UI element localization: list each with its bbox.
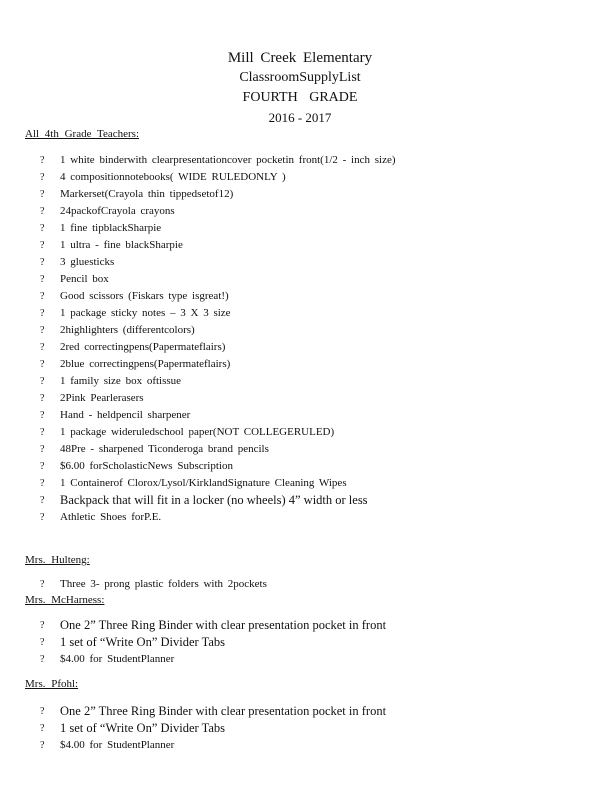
list-item-text: Hand - heldpencil sharpener (60, 409, 191, 421)
list-item (0, 509, 600, 526)
bullet-icon: ? (40, 257, 45, 268)
supply-list-pfohl (0, 703, 600, 754)
list-item-text: 48Pre - sharpened Ticonderoga brand pencils (60, 443, 269, 455)
list-item (0, 390, 600, 407)
list-item-text: 24packofCrayola crayons (60, 205, 175, 217)
list-item-text: 2blue correctingpens(Papermateflairs) (60, 358, 231, 370)
list-item (0, 634, 600, 651)
bullet-icon: ? (40, 427, 45, 438)
list-item-text: 1 package wideruledschool paper(NOT COLLEGERULED) (60, 426, 335, 438)
bullet-icon: ? (40, 359, 45, 370)
list-item-text: One 2” Three Ring Binder with clear presentation pocket in front (60, 618, 387, 632)
bullet-icon: ? (40, 478, 45, 489)
list-item (0, 441, 600, 458)
list-item (0, 186, 600, 203)
supply-list-hulteng (0, 576, 600, 593)
list-item (0, 576, 600, 593)
bullet-icon: ? (40, 376, 45, 387)
bullet-icon: ? (40, 291, 45, 302)
bullet-icon: ? (40, 393, 45, 404)
list-item-text: 2highlighters (differentcolors) (60, 324, 195, 336)
list-item-text: 2Pink Pearlerasers (60, 392, 144, 404)
bullet-icon: ? (40, 325, 45, 336)
list-item-text: 1 package sticky notes – 3 X 3 size (60, 307, 231, 319)
list-item-text: Markerset(Crayola thin tippedsetof12) (60, 188, 234, 200)
bullet-icon: ? (40, 274, 45, 285)
grade-title: FOURTH GRADE (242, 90, 358, 105)
supply-list-mcharness (0, 617, 600, 668)
bullet-icon: ? (40, 723, 45, 734)
list-item-text: 1 Containerof Clorox/Lysol/KirklandSignature Cleaning Wipes (60, 477, 347, 489)
supply-list-all-teachers (0, 152, 600, 526)
list-item-text: Backpack that will fit in a locker (no wheels) 4” width or less (60, 493, 368, 507)
bullet-icon: ? (40, 172, 45, 183)
list-item-text: $6.00 forScholasticNews Subscription (60, 460, 233, 472)
section-title-all-teachers: All 4th Grade Teachers: (25, 128, 140, 140)
bullet-icon: ? (40, 654, 45, 665)
section-title-hulteng: Mrs. Hulteng: (25, 554, 90, 566)
list-item-text: Good scissors (Fiskars type isgreat!) (60, 290, 229, 302)
section-title-mcharness: Mrs. McHarness: (25, 594, 105, 606)
list-item (0, 203, 600, 220)
bullet-icon: ? (40, 461, 45, 472)
bullet-icon: ? (40, 410, 45, 421)
school-year: 2016 - 2017 (268, 110, 332, 125)
list-item (0, 339, 600, 356)
bullet-icon: ? (40, 620, 45, 631)
bullet-icon: ? (40, 189, 45, 200)
school-name: Mill Creek Elementary (227, 50, 373, 66)
list-item-text: 1 family size box oftissue (60, 375, 182, 387)
list-item-text: Pencil box (60, 273, 109, 285)
list-item-text: $4.00 for StudentPlanner (60, 653, 175, 665)
bullet-icon: ? (40, 495, 45, 506)
bullet-icon: ? (40, 223, 45, 234)
list-item (0, 152, 600, 169)
list-title: ClassroomSupplyList (239, 70, 361, 85)
list-item (0, 424, 600, 441)
list-item (0, 617, 600, 634)
list-item-text: 1 fine tipblackSharpie (60, 222, 162, 234)
bullet-icon: ? (40, 240, 45, 251)
list-item (0, 305, 600, 322)
section-title-pfohl: Mrs. Pfohl: (25, 678, 79, 690)
list-item (0, 651, 600, 668)
list-item-text: 1 ultra - fine blackSharpie (60, 239, 183, 251)
list-item (0, 373, 600, 390)
list-item-text: 1 set of “Write On” Divider Tabs (60, 721, 226, 735)
bullet-icon: ? (40, 342, 45, 353)
list-item (0, 356, 600, 373)
bullet-icon: ? (40, 512, 45, 523)
list-item (0, 475, 600, 492)
bullet-icon: ? (40, 206, 45, 217)
list-item-text: Three 3- prong plastic folders with 2pockets (60, 578, 267, 590)
list-item (0, 288, 600, 305)
list-item-text: 4 compositionnotebooks( WIDE RULEDONLY ) (60, 171, 286, 183)
list-item-text: 2red correctingpens(Papermateflairs) (60, 341, 226, 353)
list-item (0, 492, 600, 509)
list-item-text: 3 gluesticks (60, 256, 115, 268)
list-item (0, 271, 600, 288)
bullet-icon: ? (40, 579, 45, 590)
list-item (0, 254, 600, 271)
list-item (0, 407, 600, 424)
list-item (0, 737, 600, 754)
bullet-icon: ? (40, 155, 45, 166)
bullet-icon: ? (40, 740, 45, 751)
list-item (0, 220, 600, 237)
bullet-icon: ? (40, 637, 45, 648)
list-item-text: One 2” Three Ring Binder with clear presentation pocket in front (60, 704, 387, 718)
list-item-text: 1 white binderwith clearpresentationcover pocketin front(1/2 - inch size) (60, 154, 396, 166)
list-item-text: $4.00 for StudentPlanner (60, 739, 175, 751)
list-item-text: 1 set of “Write On” Divider Tabs (60, 635, 226, 649)
list-item (0, 169, 600, 186)
list-item (0, 458, 600, 475)
list-item-text: Athletic Shoes forP.E. (60, 511, 162, 523)
bullet-icon: ? (40, 706, 45, 717)
list-item (0, 720, 600, 737)
bullet-icon: ? (40, 308, 45, 319)
list-item (0, 237, 600, 254)
list-item (0, 703, 600, 720)
bullet-icon: ? (40, 444, 45, 455)
list-item (0, 322, 600, 339)
